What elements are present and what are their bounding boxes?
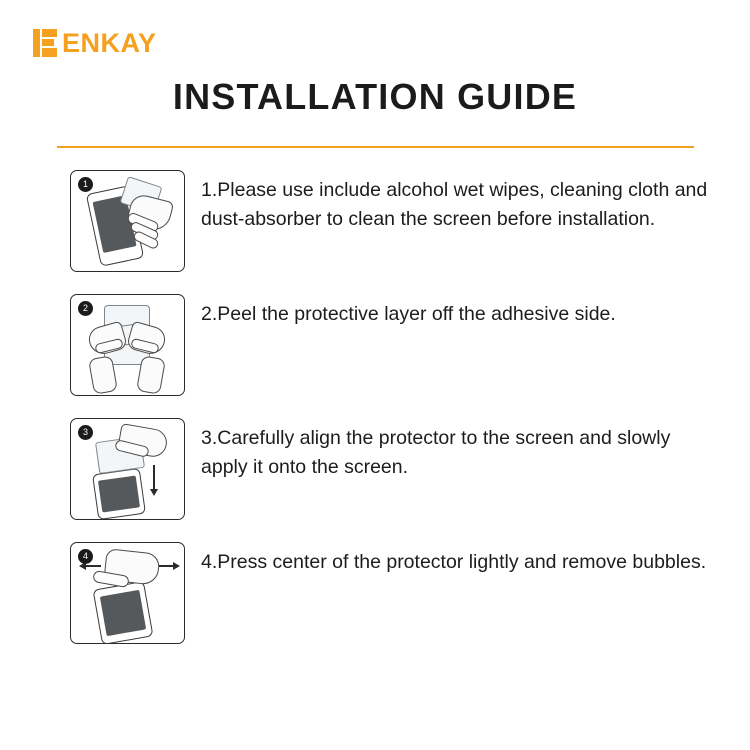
step-4-illustration bbox=[70, 542, 185, 644]
step-badge: 1 bbox=[78, 177, 93, 192]
forearm-icon bbox=[136, 355, 166, 395]
page-title: INSTALLATION GUIDE bbox=[172, 76, 578, 117]
list-item bbox=[0, 170, 750, 272]
step-badge: 4 bbox=[78, 549, 93, 564]
step-1-text bbox=[201, 170, 721, 235]
steps-list bbox=[0, 170, 750, 644]
step-description: Please use include alcohol wet wipes, cleaning cloth and dust-absorber to clean the screen before installation. bbox=[201, 179, 708, 231]
step-2-illustration bbox=[70, 294, 185, 396]
step-description: Peel the protective layer off the adhesive side. bbox=[217, 303, 616, 325]
step-number: 2. bbox=[201, 303, 218, 325]
list-item bbox=[0, 294, 750, 396]
phone-shape-icon bbox=[92, 468, 146, 520]
step-number: 4. bbox=[201, 551, 218, 573]
step-badge: 2 bbox=[78, 301, 93, 316]
enkay-e-mark-icon bbox=[33, 29, 57, 57]
step-2-text bbox=[201, 294, 616, 329]
list-item bbox=[0, 542, 750, 644]
title-divider bbox=[57, 146, 694, 148]
spread-arrow-right-icon bbox=[173, 562, 180, 570]
step-description: Press center of the protector lightly and remove bubbles. bbox=[217, 551, 707, 573]
alignment-arrow-head-icon bbox=[150, 489, 158, 496]
step-description: Carefully align the protector to the screen and slowly apply it onto the screen. bbox=[201, 427, 671, 479]
alignment-arrow-icon bbox=[153, 465, 155, 491]
phone-shape-icon bbox=[93, 581, 154, 644]
list-item bbox=[0, 418, 750, 520]
brand-logo bbox=[33, 26, 157, 60]
step-number: 1. bbox=[201, 179, 218, 201]
brand-name: ENKAY bbox=[62, 27, 157, 58]
step-3-illustration bbox=[70, 418, 185, 520]
step-4-text bbox=[201, 542, 706, 577]
step-3-text bbox=[201, 418, 721, 483]
step-number: 3. bbox=[201, 427, 218, 449]
step-1-illustration bbox=[70, 170, 185, 272]
step-badge: 3 bbox=[78, 425, 93, 440]
